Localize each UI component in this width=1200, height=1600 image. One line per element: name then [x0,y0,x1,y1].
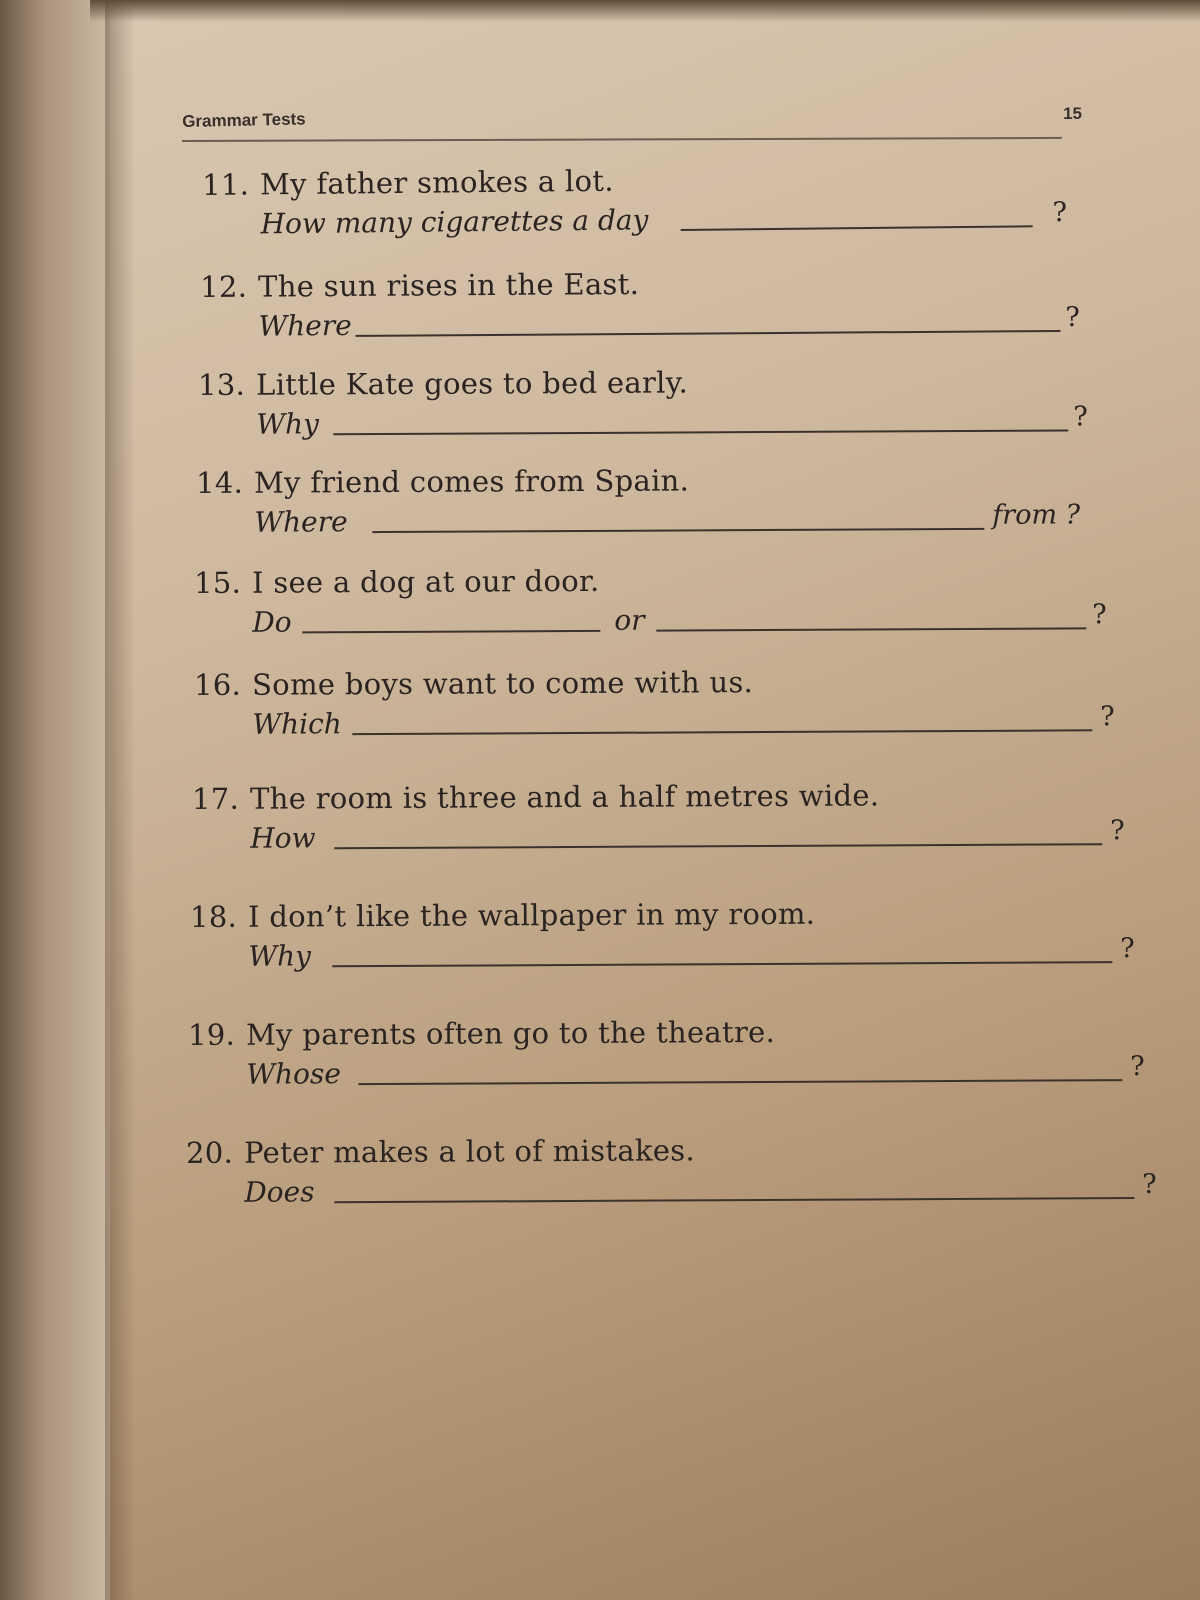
answer-blank[interactable] [358,1079,1122,1085]
exercise-sentence-text: My parents often go to the theatre. [245,1014,776,1052]
exercise-number: 11. [202,167,250,202]
exercise-prompt: How many cigarettes a day [260,203,649,241]
exercise-19 [188,1013,1148,1108]
exercise-sentence [194,665,753,702]
exercise-number: 18. [190,899,238,934]
exercise-18 [190,895,1140,990]
question-mark: ? [1065,301,1080,333]
exercise-sentence-text: The sun rises in the East. [257,266,640,304]
answer-blank[interactable] [352,729,1092,735]
exercise-16 [194,663,1124,758]
answer-blank[interactable] [334,1197,1134,1203]
exercise-sentence-text: Peter makes a lot of mistakes. [243,1133,696,1170]
exercise-number: 15. [194,565,242,600]
question-mark: ? [1110,815,1125,847]
exercise-sentence [192,778,879,816]
exercise-sentence-text: I see a dog at our door. [251,563,600,600]
answer-blank-alternative[interactable] [656,627,1086,631]
exercise-sentence-text: My father smokes a lot. [259,163,614,202]
page-number: 15 [1063,104,1082,123]
exercise-prompt: Does [244,1175,315,1209]
exercise-prompt: Why [256,407,320,441]
question-mark: ? [1052,196,1068,229]
answer-blank[interactable] [681,225,1033,231]
exercise-sentence [196,463,689,500]
exercise-prompt: How [250,821,316,855]
exercise-sentence [202,164,614,202]
exercise-sentence [200,267,639,304]
exercise-17 [192,777,1132,872]
exercise-14 [196,461,1106,556]
question-mark: ? [1073,401,1088,433]
exercise-number: 19. [188,1017,236,1052]
exercise-prompt: Where [258,308,352,343]
answer-blank[interactable] [302,630,600,634]
question-mark: ? [1100,701,1115,733]
exercise-sentence [190,897,815,934]
or-word: or [614,603,645,637]
exercise-sentence-text: The room is three and a half metres wide. [249,778,880,816]
question-mark: ? [1092,599,1107,631]
exercise-15 [194,561,1114,656]
question-mark: ? [1130,1050,1145,1083]
exercise-number: 14. [196,465,244,500]
exercise-number: 13. [198,367,246,402]
answer-blank[interactable] [355,330,1060,337]
exercise-11 [202,159,1083,258]
page-title: Grammar Tests [182,109,306,131]
exercise-number: 12. [200,269,248,304]
exercise-prompt: Where [254,505,348,539]
exercise-number: 17. [192,781,240,816]
exercise-sentence [198,365,688,402]
exercise-sentence [194,564,600,600]
question-mark: ? [1142,1168,1157,1200]
exercise-prompt: Whose [246,1057,341,1091]
question-mark: from ? [992,499,1081,531]
exercise-sentence-text: My friend comes from Spain. [253,463,690,500]
exercise-prompt: Why [248,939,312,973]
exercise-20 [186,1131,1158,1226]
exercise-sentence [188,1015,775,1052]
exercise-number: 20. [186,1135,234,1170]
exercise-sentence-text: Little Kate goes to bed early. [255,365,689,402]
exercise-prompt: Do [252,605,292,639]
exercise-12 [200,264,1091,360]
exercise-sentence [186,1133,695,1170]
exercise-number: 16. [194,667,242,702]
exercise-prompt: Which [252,707,342,741]
answer-blank[interactable] [334,843,1102,849]
exercise-sentence-text: Some boys want to come with us. [251,665,754,702]
exercise-sentence-text: I don’t like the wallpaper in my room. [247,896,816,934]
question-mark: ? [1120,933,1135,965]
answer-blank[interactable] [332,961,1112,967]
answer-blank[interactable] [333,429,1068,435]
exercise-13 [198,363,1098,458]
answer-blank[interactable] [372,528,984,533]
